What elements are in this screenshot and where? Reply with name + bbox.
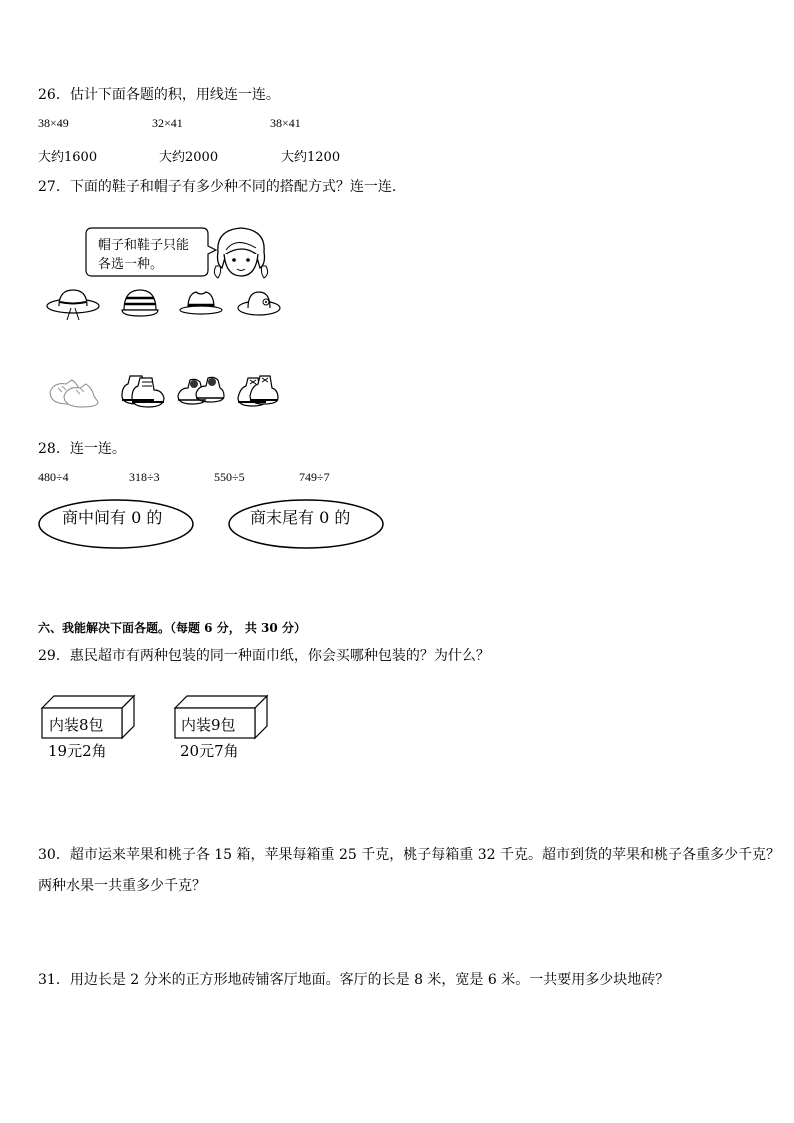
hat-2-icon [118,286,160,320]
q29-box-2-price: 20元7角 [180,742,239,760]
hat-4-icon [236,286,282,320]
q28-oval-2-label: 商末尾有 0 的 [250,508,351,527]
q26-prompt: 26．估计下面各题的积，用线连一连。 [38,87,280,103]
q28-expression-4: 749÷7 [299,470,330,484]
q29-prompt: 29．惠民超市有两种包装的同一种面巾纸，你会买哪种包装的？为什么？ [38,648,490,664]
q29-box-2-label: 内装9包 [181,716,236,734]
q28-oval-1-label: 商中间有 0 的 [62,508,163,527]
q30-line-2: 两种水果一共重多少千克？ [38,878,206,894]
section-6-title: 六、我能解决下面各题。（每题 6 分， 共 30 分） [38,621,306,635]
speech-bubble-line-1: 帽子和鞋子只能 [98,238,190,253]
q26-answer-1: 大约1600 [38,150,98,165]
q31-prompt: 31．用边长是 2 分米的正方形地砖铺客厅地面。客厅的长是 8 米，宽是 6 米。一共要用多少块地砖？ [38,972,670,988]
q26-answer-2: 大约2000 [159,150,219,165]
q28-prompt: 28．连一连。 [38,441,126,457]
shoes-3-icon [176,372,226,408]
q28-expression-2: 318÷3 [129,470,160,484]
q29-box-1-label: 内装8包 [49,716,104,734]
speech-bubble-line-2: 各选一种。 [98,257,164,272]
shoes-4-icon [236,372,280,410]
q29-box-1-price: 19元2角 [48,742,107,760]
q30-line-1: 30．超市运来苹果和桃子各 15 箱，苹果每箱重 25 千克，桃子每箱重 32 千克。超市到货的苹果和桃子各重多少千克？ [38,847,780,863]
q28-expression-3: 550÷5 [214,470,245,484]
q26-answer-3: 大约1200 [281,150,341,165]
q26-expression-3: 38×41 [270,116,301,130]
q26-expression-1: 38×49 [38,116,69,130]
girl-icon [212,224,270,280]
q28-expression-1: 480÷4 [38,470,69,484]
shoes-1-icon [48,374,100,408]
q27-prompt: 27．下面的鞋子和帽子有多少种不同的搭配方式？连一连． [38,179,406,195]
shoes-2-icon [118,372,166,410]
hat-3-icon [178,288,224,318]
q26-expression-2: 32×41 [152,116,183,130]
hat-1-icon [45,284,101,322]
